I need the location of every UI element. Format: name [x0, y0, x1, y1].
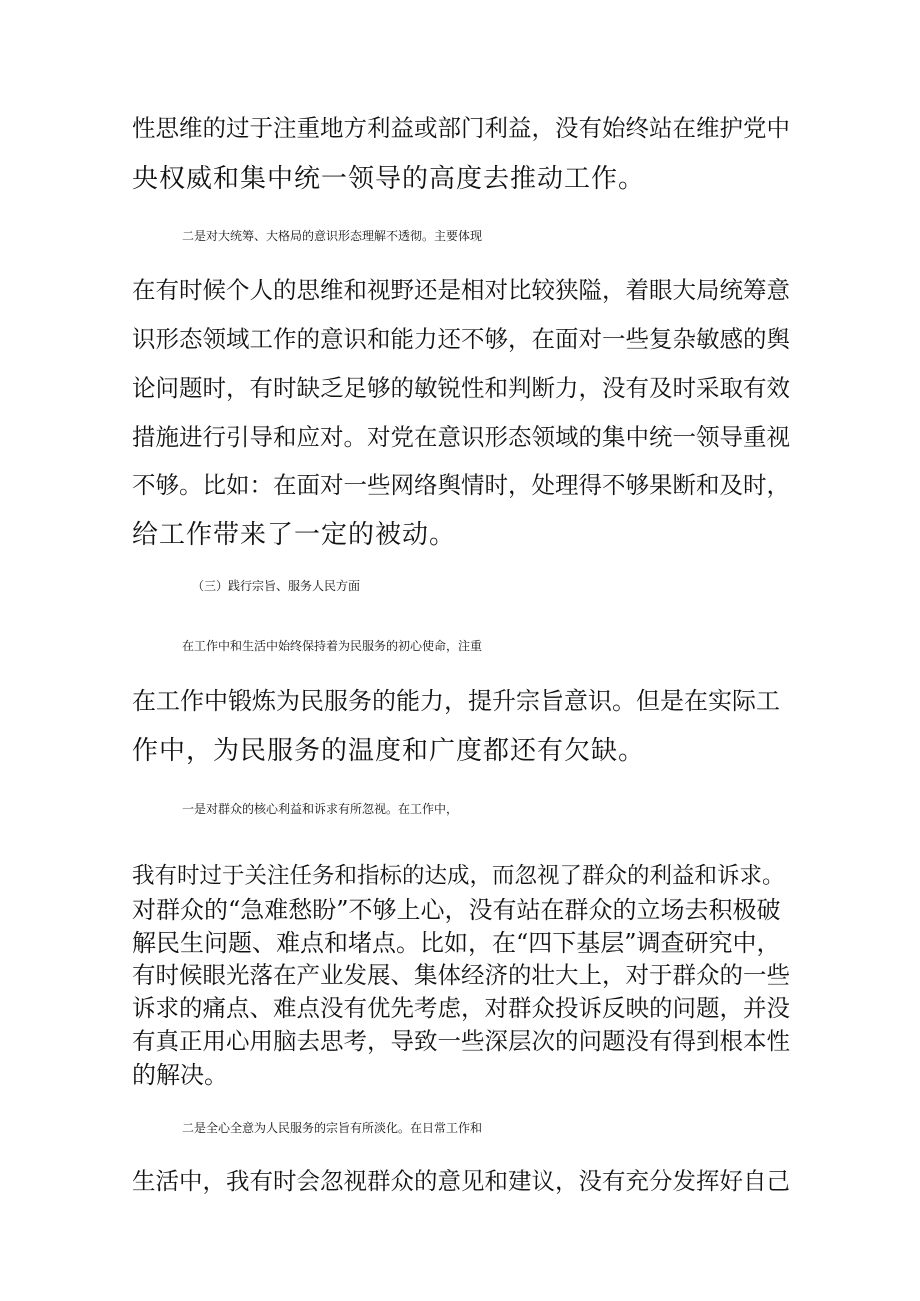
- text-line: 在有时候个人的思维和视野还是相对比较狭隘，着眼大局统筹意: [132, 276, 790, 304]
- text-line: 在工作中和生活中始终保持着为民服务的初心使命，注重: [182, 639, 483, 653]
- text-line: 给工作带来了一定的被动。: [132, 520, 457, 550]
- text-line: 生活中，我有时会忽视群众的意见和建议，没有充分发挥好自己: [132, 1167, 790, 1195]
- text-line: 二是对大统筹、大格局的意识形态理解不透彻。主要体现: [182, 229, 483, 243]
- text-line: 我有时过于关注任务和指标的达成，而忽视了群众的利益和诉求。: [132, 863, 785, 889]
- text-line: 央权威和集中统一领导的高度去推动工作。: [132, 164, 646, 194]
- text-line: 对群众的“急难愁盼”不够上心，没有站在群众的立场去积极破: [132, 896, 781, 924]
- text-line: 有时候眼光落在产业发展、集体经济的壮大上，对于群众的一些: [132, 961, 790, 989]
- text-line: 诉求的痛点、难点没有优先考虑，对群众投诉反映的问题，并没: [132, 994, 790, 1022]
- text-line: 在工作中锻炼为民服务的能力，提升宗旨意识。但是在实际工: [132, 687, 780, 715]
- text-line: 识形态领域工作的意识和能力还不够，在面对一些复杂敏感的舆: [132, 325, 790, 353]
- text-line: 解民生问题、难点和堵点。比如，在“四下基层”调查研究中，: [132, 929, 781, 957]
- text-line: 措施进行引导和应对。对党在意识形态领域的集中统一领导重视: [132, 423, 790, 451]
- text-line: 的解决。: [132, 1061, 228, 1089]
- text-line: 有真正用心用脑去思考，导致一些深层次的问题没有得到根本性: [132, 1027, 790, 1055]
- section-heading: （三）践行宗旨、服务人民方面: [192, 579, 361, 593]
- text-line: 作中，为民服务的温度和广度都还有欠缺。: [132, 736, 646, 766]
- text-line: 性思维的过于注重地方利益或部门利益，没有始终站在维护党中: [132, 114, 790, 142]
- text-line: 二是全心全意为人民服务的宗旨有所淡化。在日常工作和: [182, 1121, 483, 1135]
- text-line: 论问题时，有时缺乏足够的敏锐性和判断力，没有及时采取有效: [132, 374, 790, 402]
- text-line: 一是对群众的核心利益和诉求有所忽视。在工作中，: [182, 802, 459, 816]
- text-line: 不够。比如：在面对一些网络舆情时，处理得不够果断和及时，: [132, 471, 790, 499]
